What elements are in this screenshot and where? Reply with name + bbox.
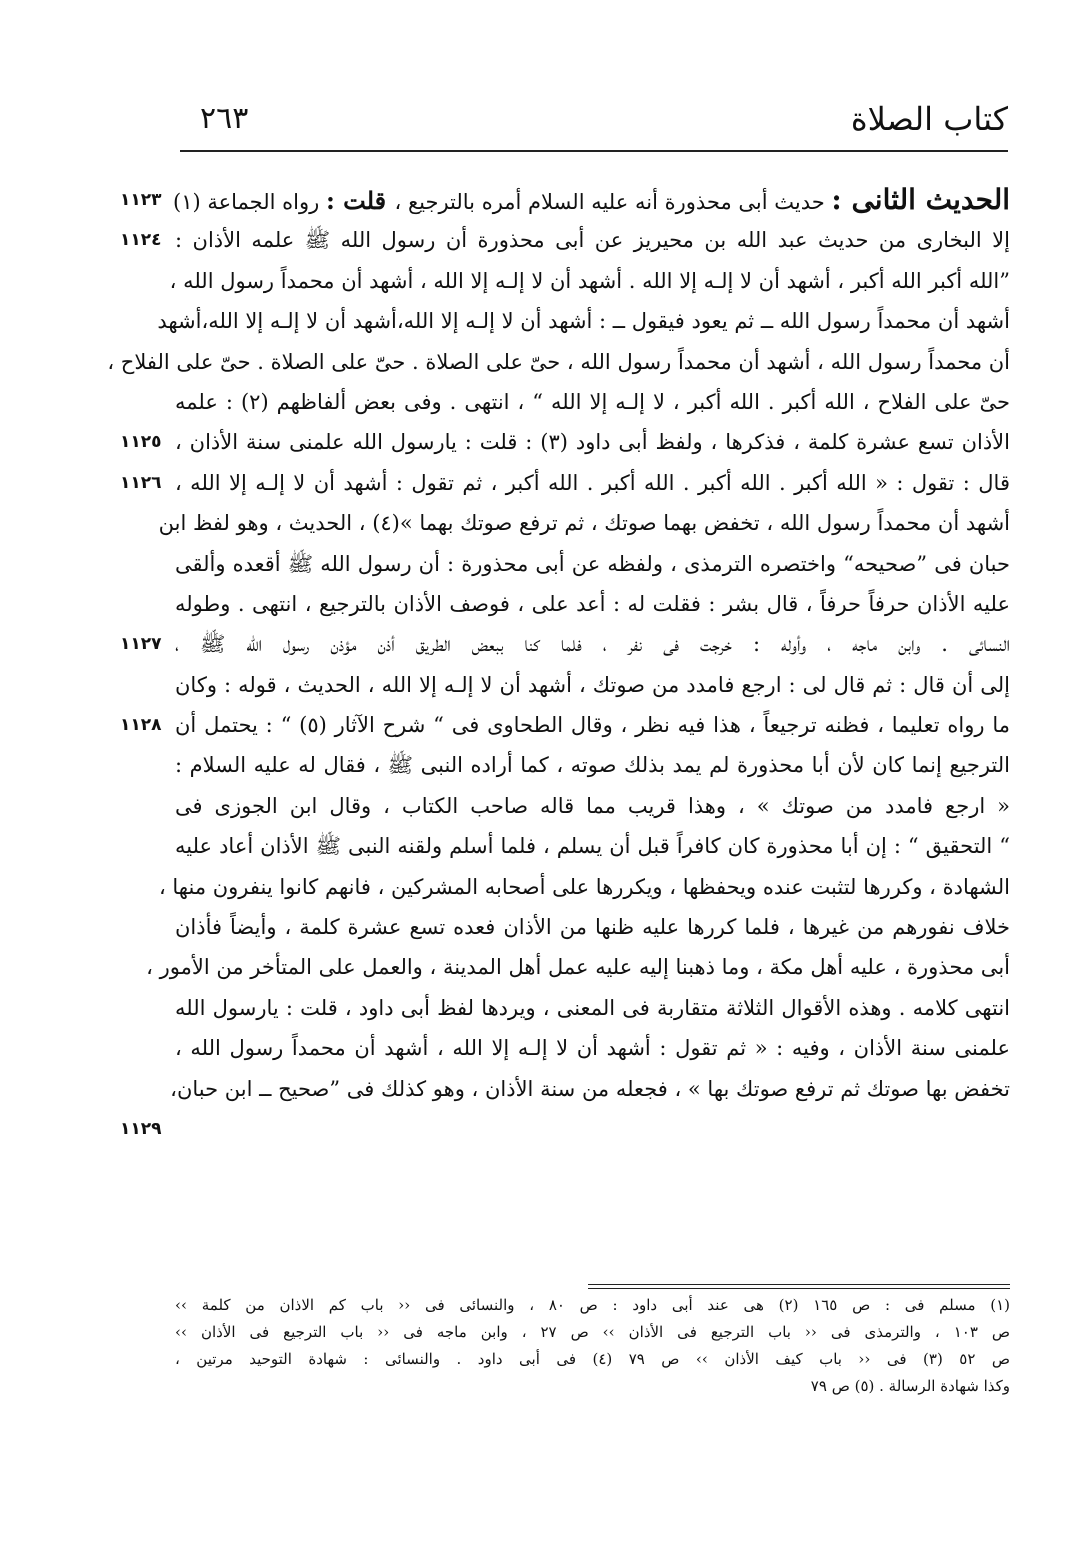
text-run: حديث أبى محذورة أنه عليه السلام أمره بالترجيع ،: [394, 190, 832, 214]
hadith-number: ١١٢٥: [120, 432, 162, 453]
text-line: أشهد أن محمداً رسول الله ــ ثم يعود فيقول ــ : أشهد أن لا إلـه إلا الله،أشهد أن لا إلـه إلا الله،أشهد: [157, 309, 1010, 334]
text-line: الترجيع إنما كان لأن أبا محذورة لم يمد بذلك صوته ، كما أراده النبى ﷺ ، فقال له عليه السلام :: [175, 753, 1010, 778]
footnote-line: (١) مسلم فى : ص ١٦٥ (٢) هى عند أبى داود : ص ٨٠ ، والنسائى فى ‹‹ باب كم الاذان من كلمة ››: [175, 1296, 1011, 1314]
qultu-label: قلت :: [325, 186, 395, 215]
text-line: النسائى . وابن ماجه ، وأوله : خرجت فى نفر ، فلما كنا ببعض الطريق أذن مؤذن رسول الله ﷺ ،: [175, 632, 1010, 657]
header-divider: [180, 150, 1008, 152]
text-line: إلى أن قال : ثم قال لى : ارجع فامدد من صوتك ، أشهد أن لا إلـه إلا الله ، الحديث ، قوله : وكان: [175, 672, 1010, 697]
footnote-divider-second: [588, 1288, 1010, 1289]
text-line: ما رواه تعليما ، فظنه ترجيعاً ، هذا فيه نظر ، وقال الطحاوى فى “ شرح الآثار (٥) “ : يحتمل أن: [175, 713, 1010, 738]
footnote-line: ص ١٠٣ ، والترمذى فى ‹‹ باب الترجيع فى الأذان ›› ص ٢٧ ، وابن ماجه فى ‹‹ باب الترجيع فى الأذان ››: [175, 1323, 1011, 1341]
text-line: علمنى سنة الأذان ، وفيه : « ثم تقول : أشهد أن لا إلـه إلا الله ، أشهد أن محمداً رسول الله ،: [175, 1036, 1010, 1061]
text-line: تخفض بها صوتك ثم ترفع صوتك بها » ، فجعله من سنة الأذان ، وهو كذلك فى ”صحيح ــ ابن حبان،: [170, 1076, 1010, 1101]
text-line: الأذان تسع عشرة كلمة ، فذكرها ، ولفظ أبى داود (٣) : قلت : يارسول الله علمنى سنة الأذان ،: [175, 430, 1010, 455]
text-line: خلاف نفورهم من غيرها ، فلما كررها عليه ظنها من الأذان فعده تسع عشرة كلمة ، وأيضاً فأذان: [175, 915, 1010, 940]
text-line: “ التحقيق “ : إن أبا محذورة كان كافراً قبل أن يسلم ، فلما أسلم ولقنه النبى ﷺ الأذان أعاد عليه: [175, 834, 1010, 859]
hadith-number: ١١٢٧: [120, 634, 162, 655]
section-heading: الحديث الثانى :: [831, 183, 1010, 216]
text-line: قال : تقول : « الله أكبر . الله أكبر . الله أكبر . الله أكبر ، ثم تقول : أشهد أن لا إلـه إلا الله ،: [175, 470, 1010, 495]
footnotes: [175, 1292, 1010, 1400]
text-line: حبان فى ”صحيحه“ واختصره الترمذى ، ولفظه عن أبى محذورة : أن رسول الله ﷺ أقعده وألقى: [175, 551, 1010, 576]
text-line: الشهادة ، وكررها لتثبت عنده ويحفظها ، ويكررها على أصحابه المشركين ، فانهم كانوا ينفرون منها ،: [158, 874, 1010, 899]
text-run: رواه الجماعة (١): [172, 190, 326, 214]
text-line: انتهى كلامه . وهذه الأقوال الثلاثة متقاربة فى المعنى ، ويردها لفظ أبى داود ، قلت : يارسول الله: [175, 995, 1010, 1020]
hadith-number: ١١٢٣: [120, 190, 162, 210]
text-line: أشهد أن محمداً رسول الله ، تخفض بهما صوتك ، ثم ترفع صوتك بهما »(٤) ، الحديث ، وهو لفظ ابن: [158, 511, 1010, 536]
text-line: [172, 180, 1010, 220]
text-line: « ارجع فامدد من صوتك » ، وهذا قريب مما قاله صاحب الكتاب ، وقال ابن الجوزى فى: [175, 793, 1010, 818]
hadith-number: ١١٢٩: [120, 1119, 162, 1140]
page-number: ٢٦٣: [200, 101, 249, 136]
hadith-number: ١١٢٦: [120, 472, 162, 493]
text-line: إلا البخارى من حديث عبد الله بن محيريز عن أبى محذورة أن رسول الله ﷺ علمه الأذان :: [175, 228, 1010, 253]
footnote-divider: [588, 1284, 1010, 1285]
text-line: أبى محذورة ، عليه أهل مكة ، وما ذهبنا إليه عليه عمل أهل المدينة ، والعمل على المتأخر من الأمور ،: [146, 955, 1010, 980]
footnote-line: ص ٥٢ (٣) فى ‹‹ باب كيف الأذان ›› ص ٧٩ (٤) فى أبى داود . والنسائى : شهادة التوحيد مرتين ،: [175, 1350, 1011, 1368]
running-title: كتاب الصلاة: [850, 100, 1008, 138]
text-line: عليه الأذان حرفاً حرفاً ، قال بشر : فقلت له : أعد على ، فوصف الأذان بالترجيع ، انتهى . وطوله: [175, 591, 1010, 616]
running-header: [180, 96, 1008, 146]
hadith-number: ١١٢٤: [120, 230, 162, 251]
footnote-line: وكذا شهادة الرسالة . (٥) ص ٧٩: [810, 1377, 1010, 1395]
text-line: ”الله أكبر الله أكبر ، أشهد أن لا إلـه إلا الله . أشهد أن لا إلـه إلا الله ، أشهد أن محمداً رسول الله ،: [169, 268, 1010, 293]
hadith-number: ١١٢٨: [120, 715, 162, 736]
text-line: حىّ على الفلاح ، الله أكبر . الله أكبر ، لا إلـه إلا الله “ ، انتهى . وفى بعض ألفاظهم (٢) : علمه: [175, 389, 1010, 414]
text-line: أن محمداً رسول الله ، أشهد أن محمداً رسول الله ، حىّ على الصلاة . حىّ على الصلاة . حىّ على الفلاح ،: [107, 349, 1010, 374]
